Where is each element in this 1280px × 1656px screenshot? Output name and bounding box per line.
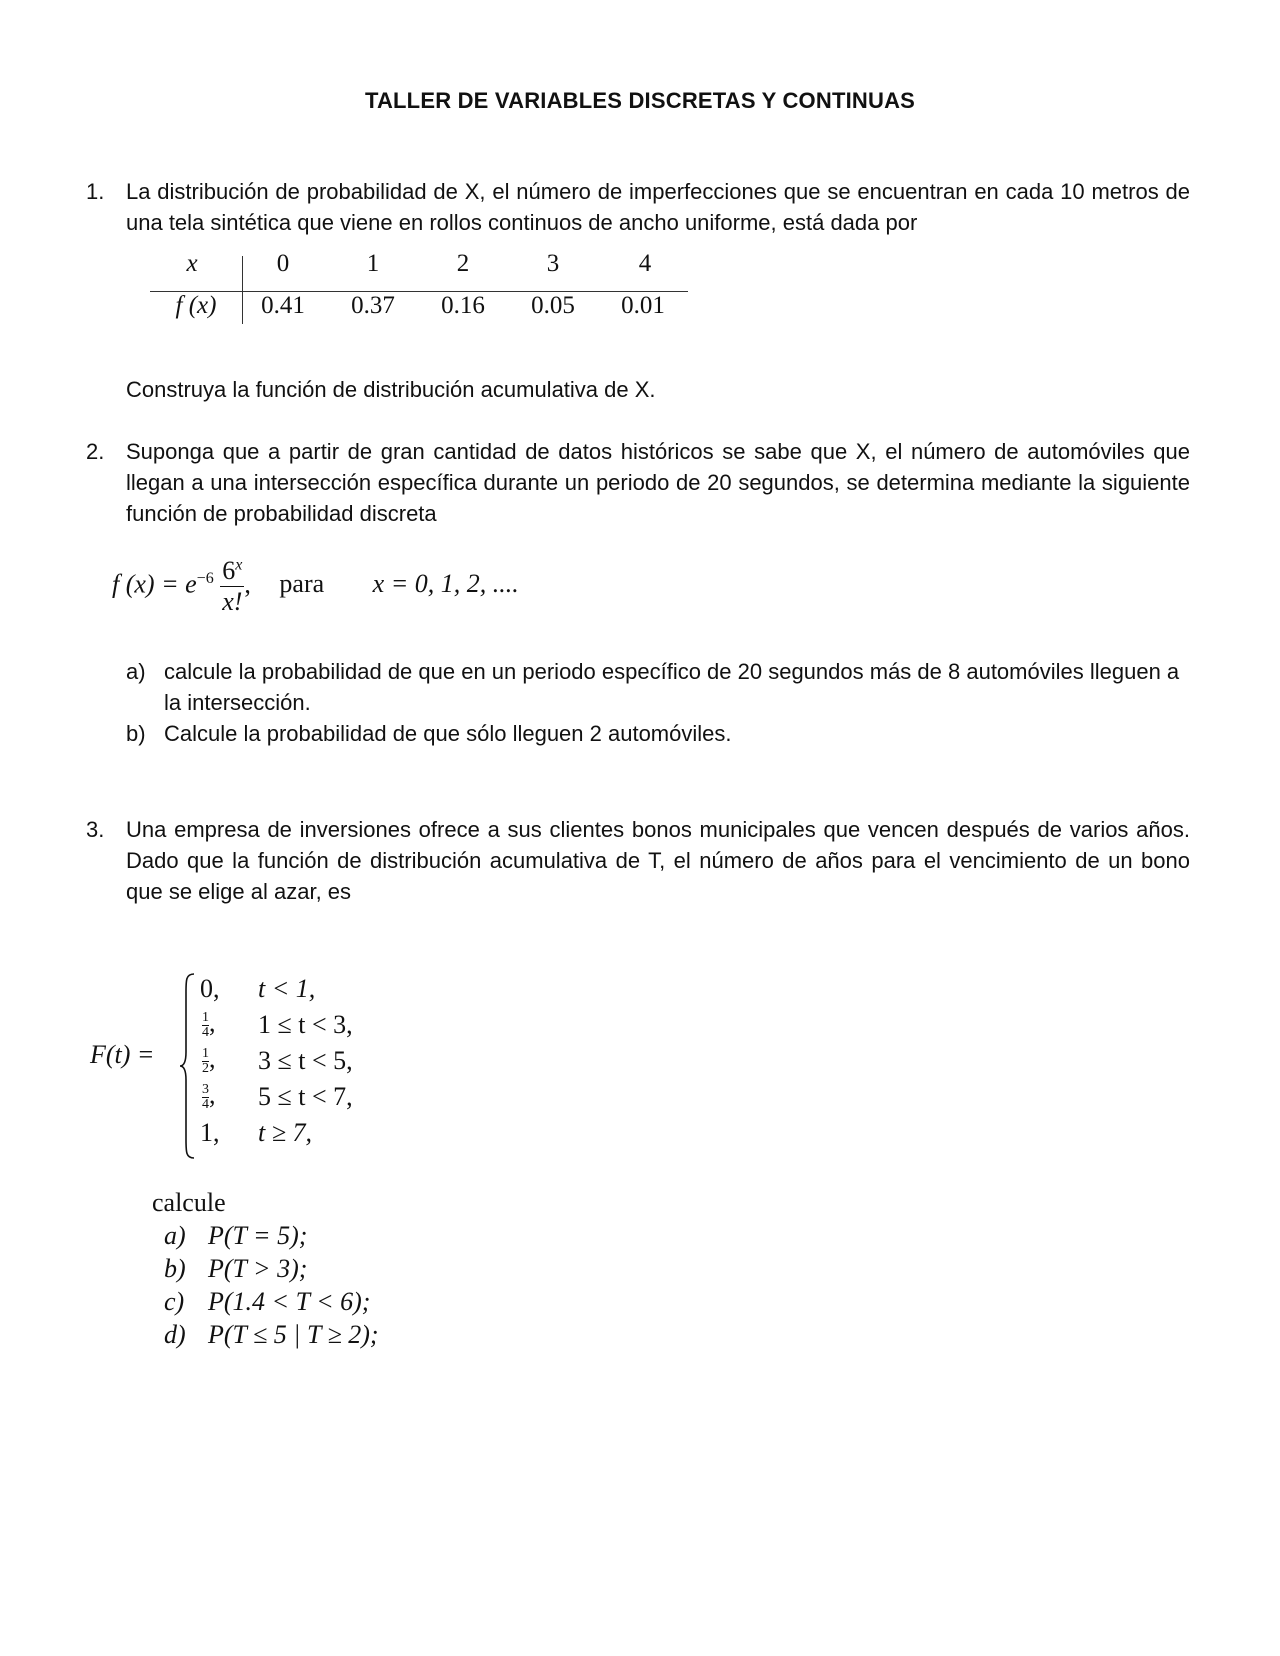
problem-1-number: 1. [86,179,105,204]
problem-2-text: Suponga que a partir de gran cantidad de datos históricos se sabe que X, el número de automóviles que llegan a una intersección específica durante un periodo de 20 segundos, se determina mediante la siguiente función de probabilidad discreta [126,439,1190,526]
piecewise-case-value: 1, [200,1118,220,1147]
problem-2-item-a-text: calcule la probabilidad de que en un periodo específico de 20 segundos más de 8 automóviles lleguen a la intersección. [164,659,1180,715]
probability-table [140,250,688,332]
calc-item-expr: P(1.4 < T < 6); [208,1287,371,1316]
formula-para: para [279,569,325,599]
piecewise-case-condition: 5 ≤ t < 7, [258,1082,353,1111]
calc-item-expr: P(T ≤ 5 | T ≥ 2); [208,1320,379,1349]
piecewise-case-condition: t ≥ 7, [258,1118,312,1147]
table-x-value: 1 [366,250,380,277]
piecewise-case-fraction: $\frac{1}{4}$ , [202,1008,216,1040]
problem-2-number: 2. [86,439,105,464]
formula-numerator: 6 [222,556,236,585]
table-column-rule [242,256,243,324]
piecewise-brace [178,972,198,1160]
table-f-value: 0.41 [261,292,305,319]
piecewise-case-condition: 3 ≤ t < 5, [258,1046,353,1075]
formula-domain: x = 0, 1, 2, .... [372,569,519,599]
formula-numerator-exponent: x [235,556,243,574]
table-f-value: 0.01 [621,292,665,319]
formula-exponent: −6 [196,569,214,587]
table-x-value: 0 [276,250,290,277]
calcule-label: calcule [152,1188,226,1217]
table-f-value: 0.16 [441,292,485,319]
piecewise-lhs: F(t) = [90,1040,155,1069]
table-f-value: 0.05 [531,292,575,319]
table-x-value: 3 [546,250,560,277]
probability-formula [112,556,519,617]
piecewise-case-fraction: $\frac{1}{2}$ , [202,1044,216,1076]
table-x-label: x [186,250,198,277]
formula-comma: , [244,569,251,599]
calc-item-label: b) [164,1254,186,1283]
calc-item-label: a) [164,1221,186,1250]
piecewise-case-condition: t < 1, [258,974,316,1003]
piecewise-case-fraction: $\frac{3}{4}$ , [202,1080,216,1112]
problem-3-number: 3. [86,817,105,842]
table-f-label: f (x) [175,292,217,319]
calc-item-label: d) [164,1320,186,1349]
problem-2-item-a-label: a) [126,659,146,684]
calc-item-label: c) [164,1287,185,1316]
problem-2-item-b-text: Calcule la probabilidad de que sólo lleguen 2 automóviles. [164,721,732,746]
formula-fraction [220,556,244,617]
page-title: TALLER DE VARIABLES DISCRETAS Y CONTINUAS [364,88,916,113]
problem-1-instruction: Construya la función de distribución acumulativa de X. [126,377,656,402]
table-f-value: 0.37 [351,292,395,319]
table-x-value: 4 [638,250,652,277]
piecewise-case-value: 0, [200,974,220,1003]
piecewise-case-condition: 1 ≤ t < 3, [258,1010,353,1039]
problem-2-item-b-label: b) [126,721,146,746]
calc-item-expr: P(T = 5); [208,1221,308,1250]
formula-denominator: x! [222,587,243,616]
table-x-value: 2 [456,250,470,277]
formula-lhs: f (x) = e [112,569,197,599]
calc-item-expr: P(T > 3); [208,1254,308,1283]
problem-3-text: Una empresa de inversiones ofrece a sus clientes bonos municipales que vencen después de varios años. Dado que la función de distribución acumulativa de T, el número de años para el vencimiento de un bono que se elige al azar, es [126,817,1190,904]
problem-1-text: La distribución de probabilidad de X, el número de imperfecciones que se encuentran en cada 10 metros de una tela sintética que viene en rollos continuos de ancho uniforme, está dada por [126,179,1190,235]
